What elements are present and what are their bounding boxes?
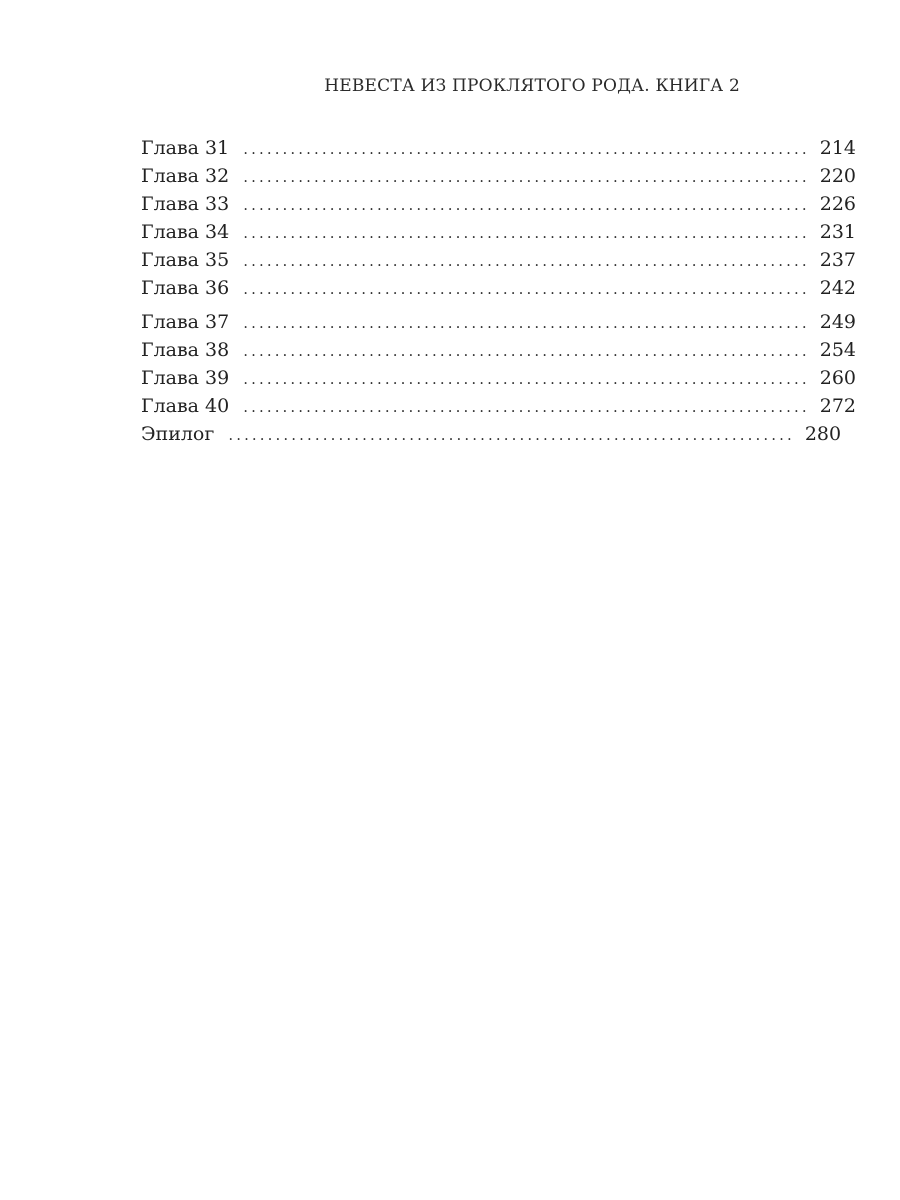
toc-entry-label: Глава 31 <box>141 137 230 159</box>
toc-entry-page: 242 <box>819 277 856 299</box>
toc-entry-page: 231 <box>819 221 856 243</box>
toc-entry-page: 249 <box>819 311 856 333</box>
toc-entry-epilogue[interactable] <box>141 420 842 448</box>
toc-entry-chapter-39[interactable] <box>141 364 856 392</box>
toc-entry-label: Глава 40 <box>141 395 230 417</box>
toc-entry-chapter-34[interactable] <box>141 218 856 246</box>
dot-leader: ........................................................................ <box>228 426 795 444</box>
toc-entry-page: 272 <box>819 395 856 417</box>
toc-entry-page: 237 <box>819 249 856 271</box>
dot-leader: ........................................................................ <box>243 224 810 242</box>
toc-entry-label: Глава 34 <box>141 221 230 243</box>
toc-entry-page: 226 <box>819 193 856 215</box>
dot-leader: ........................................................................ <box>243 280 810 298</box>
toc-entry-label: Глава 39 <box>141 367 230 389</box>
toc-entry-page: 260 <box>819 367 856 389</box>
toc-entry-chapter-33[interactable] <box>141 190 856 218</box>
toc-entry-label: Глава 37 <box>141 311 230 333</box>
toc-entry-label: Глава 32 <box>141 165 230 187</box>
dot-leader: ........................................................................ <box>243 168 810 186</box>
toc-entry-chapter-40[interactable] <box>141 392 856 420</box>
toc-entry-chapter-38[interactable] <box>141 336 856 364</box>
toc-entry-page: 280 <box>804 423 842 445</box>
toc-entry-label: Эпилог <box>141 423 215 445</box>
toc-entry-label: Глава 35 <box>141 249 230 271</box>
toc-entry-page: 254 <box>819 339 856 361</box>
toc-entry-label: Глава 33 <box>141 193 230 215</box>
dot-leader: ........................................................................ <box>243 140 810 158</box>
dot-leader: ........................................................................ <box>243 252 810 270</box>
toc-entry-chapter-35[interactable] <box>141 246 856 274</box>
toc-entry-label: Глава 36 <box>141 277 230 299</box>
dot-leader: ........................................................................ <box>243 342 810 360</box>
dot-leader: ........................................................................ <box>243 314 810 332</box>
toc-entry-page: 214 <box>819 137 856 159</box>
toc-entry-chapter-36[interactable] <box>141 274 856 302</box>
toc-entry-chapter-37[interactable] <box>141 308 856 336</box>
toc-entry-chapter-32[interactable] <box>141 162 856 190</box>
dot-leader: ........................................................................ <box>243 196 810 214</box>
dot-leader: ........................................................................ <box>243 398 810 416</box>
toc-entry-page: 220 <box>819 165 856 187</box>
toc-entry-label: Глава 38 <box>141 339 230 361</box>
table-of-contents <box>141 134 856 448</box>
running-header: НЕВЕСТА ИЗ ПРОКЛЯТОГО РОДА. КНИГА 2 <box>324 76 740 96</box>
toc-entry-chapter-31[interactable] <box>141 134 856 162</box>
dot-leader: ........................................................................ <box>243 370 810 388</box>
